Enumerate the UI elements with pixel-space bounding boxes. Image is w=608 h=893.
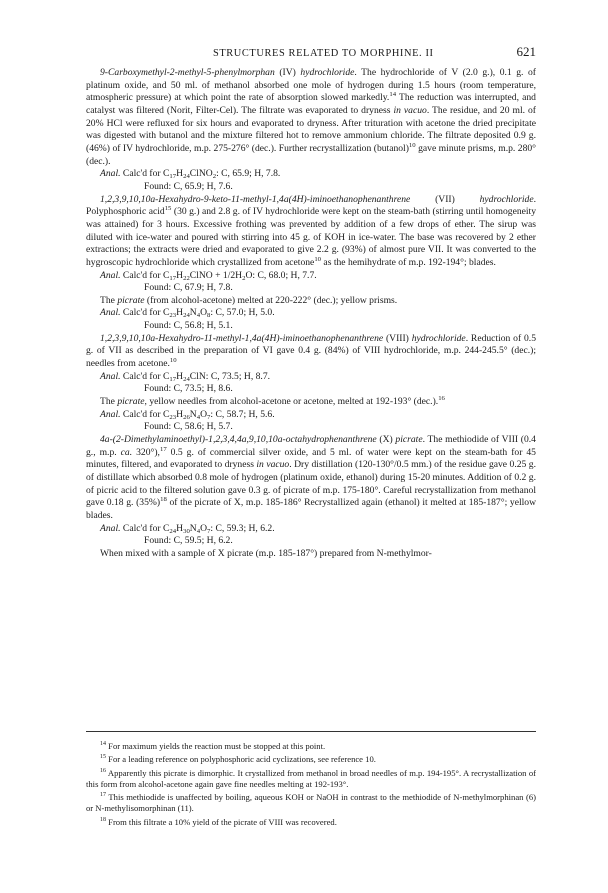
footnotes xyxy=(86,741,536,830)
footnote-ref: 16 xyxy=(438,395,445,403)
analysis-calculated: Anal. Calc'd for $C_{17}H_{22}ClNO + 1/2H_2O$: C, 68.0; H, 7.7. xyxy=(100,269,317,282)
footnote-divider xyxy=(86,731,536,732)
footnote: $^{17}$ This methiodide is unaffected by boiling, aqueous KOH or NaOH in contrast to the methiodide of N-methylmorphinan (6) or N-methylisomorphinan (11). xyxy=(86,792,536,814)
footnote: $^{16}$ Apparently this picrate is dimorphic. It crystallized from methanol in broad needles of m.p. 194-195°. A recrystallization of this form from alcohol-acetone again gave fine needles melting at 192-193°. xyxy=(86,767,536,789)
page-header xyxy=(86,44,536,60)
analysis-calculated: Anal. Calc'd for $C_{23}H_{26}N_4O_7$: C, 58.7; H, 5.6. xyxy=(100,408,275,421)
footnote: $^{15}$ For a leading reference on polyphosphoric acid cyclizations, see reference 10. xyxy=(100,754,376,765)
footnote-ref: 15 xyxy=(164,205,172,213)
compound-name: 1,2,3,9,10,10a-Hexahydro-11-methyl-1,4a(4H)-iminoethanophenanthrene xyxy=(100,332,384,344)
footnote-ref: 10 xyxy=(314,255,322,263)
analysis-calculated: Anal. Calc'd for $C_{17}H_{24}ClN$: C, 73.5; H, 8.7. xyxy=(100,370,271,383)
paragraph-continuation: When mixed with a sample of X picrate (m.p. 185-187°) prepared from N-methylmor- xyxy=(100,547,432,559)
paragraph-compound-x: 4a-(2-Dimethylaminoethyl)-1,2,3,4,4a,9,10,10a-octahydrophenanthrene (X) picrate. The methiodide of VIII (0.4 g., m.p. ca. 320°),$^{17}$ 0.5 g. of commercial silver oxide, and 5 ml. of water were kept on the steam-bath for 45 minutes, filtered, and evaporated to dryness in vacuo. Dry distillation (120-130°/0.5 mm.) of the residue gave 0.25 g. of distillate which absorbed 0.8 mole of hydrogen (platinum oxide, ethanol) during 15-20 minutes. Addition of 0.2 g. of picric acid to the filtered solution gave 0.3 g. of picrate of m.p. 175-180°. Careful recrystallization from methanol gave 0.18 g. $(35\%)^{18}$ of the picrate of X, m.p. 185-186° Recrystallized again (ethanol) it melted at 185-187°; yellow blades. xyxy=(86,434,537,521)
footnote: $^{18}$ From this filtrate a 10% yield of the picrate of VIII was recovered. xyxy=(100,816,337,827)
analysis-found: Found: C, 67.9; H, 7.8. xyxy=(144,282,233,294)
footnote-ref: 18 xyxy=(160,496,167,504)
analysis-found: Found: C, 56.8; H, 5.1. xyxy=(144,320,233,332)
article-body xyxy=(86,67,536,561)
footnote-ref: 17 xyxy=(159,445,167,453)
analysis-found: Found: C, 73.5; H, 8.6. xyxy=(144,383,233,395)
analysis-calculated: Anal. Calc'd for $C_{23}H_{24}N_4O_8$: C, 57.0; H, 5.0. xyxy=(100,307,275,320)
footnote: $^{14}$ For maximum yields the reaction must be stopped at this point. xyxy=(100,741,326,751)
footnote-number: 15 xyxy=(100,754,107,761)
analysis-found: Found: C, 59.5; H, 6.2. xyxy=(144,535,233,547)
analysis-found: Found: C, 65.9; H, 7.6. xyxy=(144,180,233,192)
paragraph-picrate-viii: The picrate, yellow needles from alcohol-acetone or acetone, melted at 192-193° (dec.).$^{16}$ xyxy=(100,395,445,408)
footnote-ref: 14 xyxy=(389,91,397,99)
analysis-calculated: Anal. Calc'd for $C_{17}H_{24}ClNO_2$: C, 65.9; H, 7.8. xyxy=(100,168,281,181)
footnote-number: 18 xyxy=(100,816,107,823)
compound-name: 9-Carboxymethyl-2-methyl-5-phenylmorphan xyxy=(100,67,275,78)
footnote-number: 16 xyxy=(100,767,107,774)
paragraph-compound-vii: 1,2,3,9,10,10a-Hexahydro-9-keto-11-methyl-1,4a(4H)-iminoethanophenanthrene (VII) hydrochloride. Polyphosphoric acid$^{15}$ (30 g.) and 2.8 g. of IV hydrochloride were kept on the steam-bath (stirring until homogeneity was attained) for 3 hours. Excessive frothing was prevented by addition of a few drops of ether. The sirup was diluted with ice-water and poured with stirring into 45 g. of KOH in ice-water. The base was recovered by 2 ether extractions; the extracts were dried and evaporated to give 2.2 g. (93%) of almost pure VII. It was converted to the hygroscopic hydrochloride which crystallized from acetone$^{10}$ as the hemihydrate of m.p. 192-194°; blades. xyxy=(86,193,537,268)
page-number: 621 xyxy=(516,44,536,59)
paragraph-picrate-vii: The picrate (from alcohol-acetone) melted at 220-222° (dec.); yellow prisms. xyxy=(100,294,398,306)
compound-name: 4a-(2-Dimethylaminoethyl)-1,2,3,4,4a,9,10,10a-octahydrophenanthrene xyxy=(100,434,377,446)
compound-name: 1,2,3,9,10,10a-Hexahydro-9-keto-11-methyl-1,4a(4H)-iminoethanophenanthrene xyxy=(100,193,411,205)
footnote-ref: 10 xyxy=(408,141,416,149)
paragraph-compound-iv: 9-Carboxymethyl-2-methyl-5-phenylmorphan (IV) hydrochloride. The hydrochloride of V (2.0 g.), 0.1 g. of platinum oxide, and 50 ml. of methanol absorbed one mole of hydrogen during 1.5 hours (room temperature, atmospheric pressure) at which point the rate of absorption slowed markedly.$^{14}$ The reduction was interrupted, and catalyst was filtered (Norit, Filter-Cel). The filtrate was evaporated to dryness in vacuo. The residue, and 20 ml. of 20% HCl were refluxed for six hours and evaporated to dryness. After trituration with acetone the dried precipitate was digested with butanol and the mixture filtered hot to remove ammonium chloride. The filtrate deposited 0.9 g. (46%) of IV hydrochloride, m.p. 275-276° (dec.). Further recrystallization (butanol)$^{10}$ gave minute prisms, m.p. 280° (dec.). xyxy=(86,67,537,167)
running-title: STRUCTURES RELATED TO MORPHINE. II xyxy=(212,48,434,59)
footnote-number: 14 xyxy=(100,741,107,747)
analysis-found: Found: C, 58.6; H, 5.7. xyxy=(144,421,233,433)
footnote-ref: 10 xyxy=(169,357,177,365)
analysis-calculated: Anal. Calc'd for $C_{24}H_{30}N_4O_7$: C, 59.3; H, 6.2. xyxy=(100,522,275,535)
footnote-number: 17 xyxy=(100,792,107,799)
paragraph-compound-viii: 1,2,3,9,10,10a-Hexahydro-11-methyl-1,4a(4H)-iminoethanophenanthrene (VIII) hydrochloride. Reduction of 0.5 g. of VII as described in the preparation of VI gave 0.4 g. (84%) of VIII hydrochloride, m.p. 244-245.5° (dec.); needles from acetone.$^{10}$ xyxy=(86,332,536,370)
